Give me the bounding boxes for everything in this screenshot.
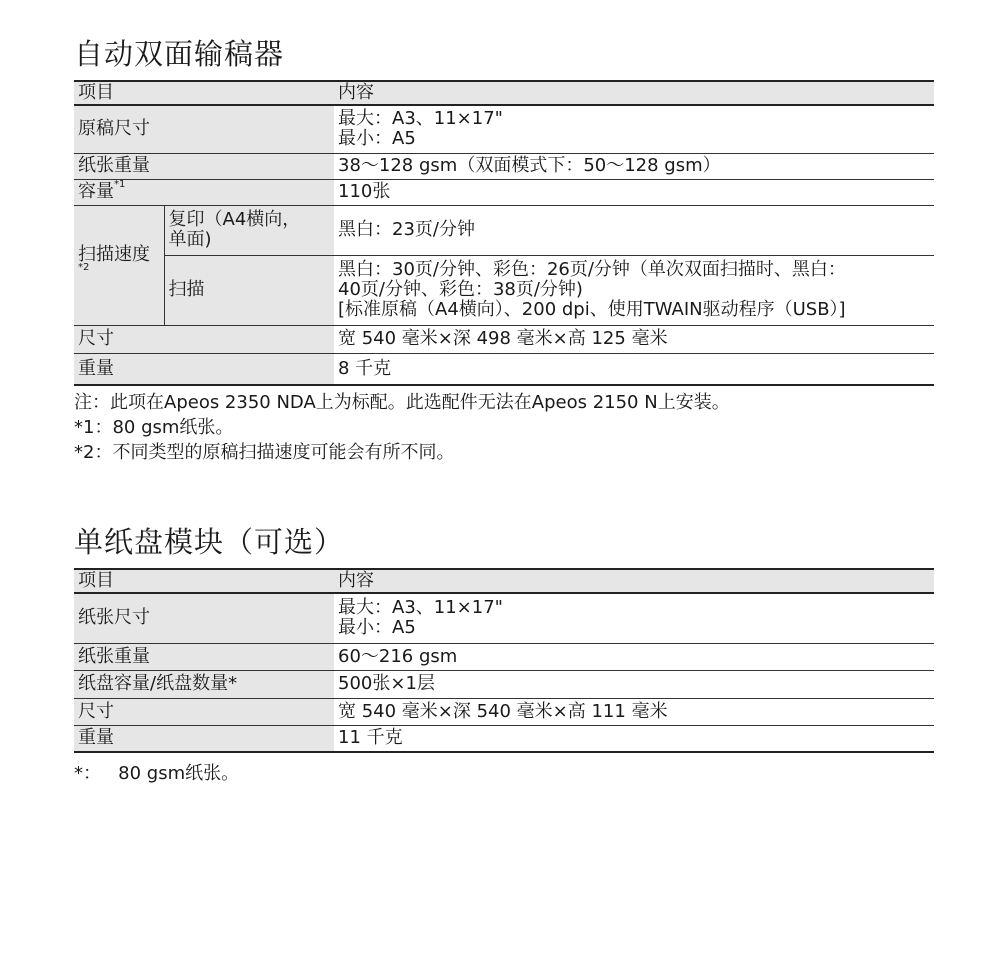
table-row xyxy=(74,593,934,643)
header-item: 项目 xyxy=(74,81,334,105)
footnote-mark: *1 xyxy=(114,179,126,190)
table-row xyxy=(74,255,934,325)
note-line: *2：不同类型的原稿扫描速度可能会有所不同。 xyxy=(74,442,455,463)
row-value: 8 千克 xyxy=(334,353,934,385)
tray-notes xyxy=(74,761,934,786)
row-value: 500张×1层 xyxy=(334,670,934,698)
row-label: 重量 xyxy=(74,353,334,385)
row-label: 纸张尺寸 xyxy=(74,593,334,643)
table-row xyxy=(74,725,934,752)
value-line: 最小：A5 xyxy=(338,617,416,639)
sub-label: 扫描 xyxy=(164,255,334,325)
row-value xyxy=(334,255,934,325)
table-header-row xyxy=(74,569,934,593)
footnote-mark: *2 xyxy=(78,262,90,273)
value-line: [标准原稿（A4横向）、200 dpi、使用TWAIN驱动程序（USB）] xyxy=(338,299,846,320)
row-label: 重量 xyxy=(74,725,334,752)
table-row xyxy=(74,698,934,725)
table-row xyxy=(74,643,934,670)
tray-module-section xyxy=(74,522,934,786)
table-row xyxy=(74,205,934,255)
tray-spec-table xyxy=(74,568,934,753)
row-value: 38～128 gsm（双面模式下：50～128 gsm） xyxy=(334,153,934,179)
sub-label xyxy=(164,205,334,255)
row-label: 尺寸 xyxy=(74,325,334,353)
adf-title: 自动双面输稿器 xyxy=(74,37,285,71)
row-label: 纸张重量 xyxy=(74,643,334,670)
note-line: 注：此项在Apeos 2350 NDA上为标配。此选配件无法在Apeos 2150 N上安装。 xyxy=(74,392,730,413)
table-row xyxy=(74,325,934,353)
table-row xyxy=(74,105,934,153)
row-label: 纸张重量 xyxy=(74,153,334,179)
tray-module-title: 单纸盘模块（可选） xyxy=(74,525,345,559)
row-value: 宽 540 毫米×深 540 毫米×高 111 毫米 xyxy=(334,698,934,725)
adf-spec-table xyxy=(74,80,934,386)
header-content: 内容 xyxy=(334,569,934,593)
table-header-row xyxy=(74,81,934,105)
row-value xyxy=(334,593,934,643)
value-line: 40页/分钟、彩色：38页/分钟) xyxy=(338,279,583,300)
note-line: *： 80 gsm纸张。 xyxy=(74,763,240,784)
row-value: 60～216 gsm xyxy=(334,643,934,670)
table-row xyxy=(74,179,934,205)
row-value: 宽 540 毫米×深 498 毫米×高 125 毫米 xyxy=(334,325,934,353)
row-label: 纸盘容量/纸盘数量* xyxy=(74,670,334,698)
table-row xyxy=(74,670,934,698)
row-label: 尺寸 xyxy=(74,698,334,725)
table-row xyxy=(74,153,934,179)
row-label: 原稿尺寸 xyxy=(74,105,334,153)
row-label xyxy=(74,205,164,325)
table-row xyxy=(74,353,934,385)
row-value: 黑白：23页/分钟 xyxy=(334,205,934,255)
row-value: 11 千克 xyxy=(334,725,934,752)
value-line: 黑白：30页/分钟、彩色：26页/分钟（单次双面扫描时、黑白： xyxy=(338,259,846,280)
label-text: 扫描速度 xyxy=(78,244,150,265)
value-line: 最小：A5 xyxy=(338,128,416,150)
adf-section xyxy=(74,34,934,465)
row-label xyxy=(74,179,334,205)
header-item: 项目 xyxy=(74,569,334,593)
note-line: *1：80 gsm纸张。 xyxy=(74,417,234,438)
label-text: 容量 xyxy=(78,181,114,202)
row-value: 110张 xyxy=(334,179,934,205)
value-line: 最大：A3、11×17" xyxy=(338,597,503,619)
header-content: 内容 xyxy=(334,81,934,105)
label-line: 复印（A4横向， xyxy=(168,209,301,230)
row-value xyxy=(334,105,934,153)
value-line: 最大：A3、11×17" xyxy=(338,108,503,130)
label-line: 单面) xyxy=(168,229,212,250)
adf-notes xyxy=(74,390,934,465)
